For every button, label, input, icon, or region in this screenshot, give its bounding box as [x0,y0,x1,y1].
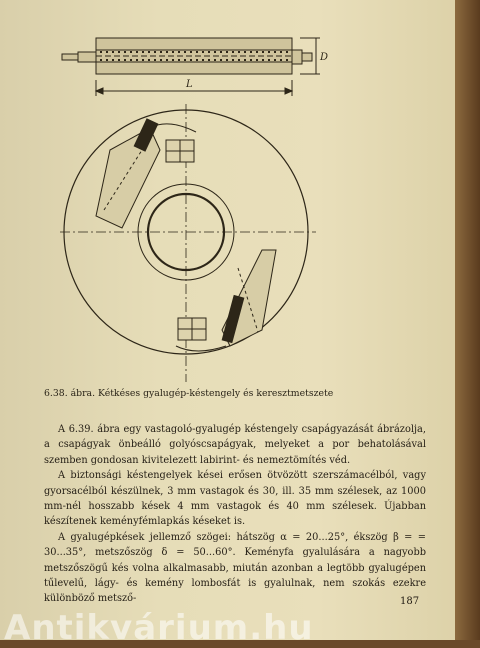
paragraph: A biztonsági késtengelyek kései erősen ötvözött szerszámacélból, vagy gyorsacélból készülnek, 3 mm vastagok és 30, ill. 35 mm szélesek, az 1000 mm-nél hosszabb kések 4 mm vastagok és 40 mm szélesek. Újabban készítenek keményfémlapkás késeket is. [44,470,426,528]
watermark-logo: Antikvárium.hu [4,608,314,648]
dimension-length-label: L [186,79,193,90]
lower-knife-assembly [176,250,276,351]
paragraph: A 6.39. ábra egy vastagoló-gyalugép késtengely csapágyazását ábrázolja, a csapágyak önbeálló golyóscsapágyak, melyeket a por behatolásával szemben gondosan kivitelezett labirint- és nemeztömítés véd. [44,424,426,466]
page-number: 187 [400,596,420,607]
cross-section [60,104,316,382]
dimension-diameter-label: D [320,52,329,63]
book-edge [455,0,480,640]
paragraph: A gyalugépkések jellemző szögei: hátszög α = 20...25°, ékszög β = = 30...35°, metszőszög δ = 50...60°. Keményfa gyalulására a nagyobb metszőszögű kés volna alkalmasabb, miután azonban a legtöbb gyalugépen tűlevelű, lágy- és kemény lombosfát is gyalulnak, nem szokás ezekre különböző metsző- [44,531,426,605]
figure-caption: 6.38. ábra. Kétkéses gyalugép-késtengely és keresztmetszete [44,388,334,399]
body-text [44,422,426,607]
